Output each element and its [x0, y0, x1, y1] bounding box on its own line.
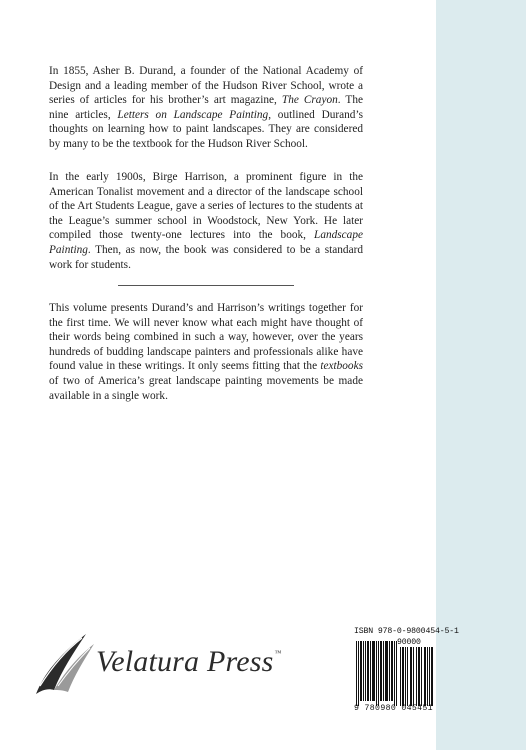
isbn-label: ISBN 978-0-9800454-5-1: [354, 627, 459, 636]
paragraph-harrison: [49, 170, 363, 272]
ean-barcode: [356, 641, 398, 706]
publisher-name: [96, 645, 282, 679]
paragraph-text: In the early 1900s, Birge Harrison, a prominent figure in the American Tonalist movement and a director of the landscape school of the Art Students League, gave a series of lectures to the students at the League’s summer school in Woodstock, New York. He later compiled those twenty-one lectures into the book,: [49, 171, 363, 242]
paragraph-text: . The nine articles,: [49, 94, 363, 121]
paragraph-text: This volume presents Durand’s and Harrison’s writings together for the first time. We will never know what each might have thought of their words being combined in such a way, however, over the years hundreds of budding landscape painters and professionals alike have found value in these writings. It only seems fitting that the: [49, 302, 363, 373]
paragraph-text: , outlined Durand’s thoughts on learning how to paint landscapes. They are considered by many to be the textbook for the Hudson River School.: [49, 108, 363, 150]
publisher-name-text: Velatura Press: [96, 645, 274, 678]
articles-title: Letters on Landscape Painting: [117, 108, 269, 121]
book-title: Landscape Painting: [49, 229, 363, 256]
addon-barcode: [400, 647, 434, 706]
spine-color-strip: [436, 0, 526, 750]
trademark-symbol: ™: [274, 649, 282, 657]
paragraph-text: . Then, as now, the book was considered to be a standard work for students.: [49, 243, 363, 271]
magazine-title: The Crayon: [281, 94, 338, 107]
textbooks-emphasis: textbooks: [320, 360, 363, 373]
section-divider: [118, 285, 294, 286]
paragraph-text: In 1855, Asher B. Durand, a founder of the National Academy of Design and a leading member of the Hudson River School, wrote a series of articles for his brother’s art magazine,: [49, 65, 363, 107]
paragraph-text: of two of America’s great landscape painting movements be made available in a single work.: [49, 374, 363, 402]
paragraph-volume: [49, 301, 363, 403]
price-code: 90000: [397, 638, 421, 647]
feather-swoosh-logo-icon: [34, 630, 96, 696]
paragraph-durand: [49, 64, 363, 152]
barcode-digits: 9 780980 045451: [354, 704, 433, 713]
